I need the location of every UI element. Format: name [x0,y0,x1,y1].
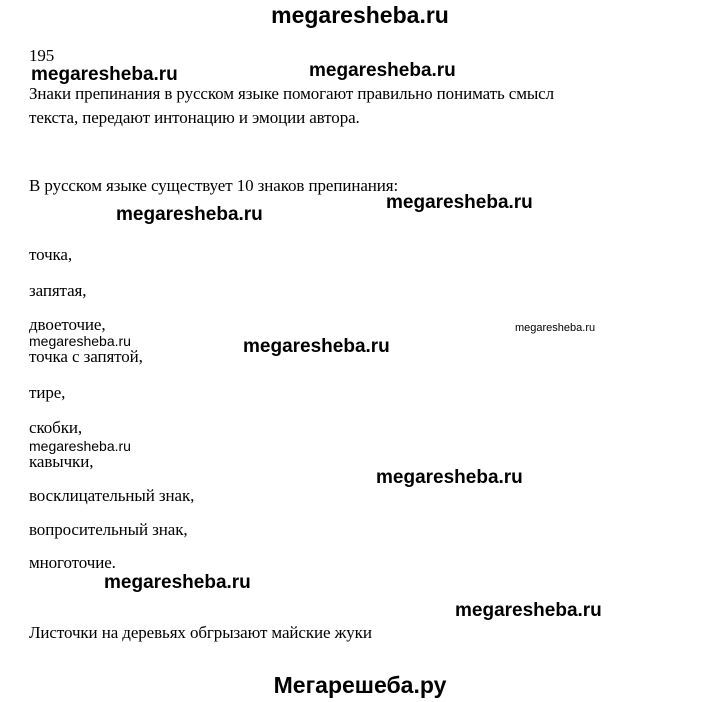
mark-item-7: кавычки, [29,452,94,471]
watermark-small: megaresheba.ru [29,333,131,349]
watermark: megaresheba.ru [116,204,263,225]
intro-line-2: текста, передают интонацию и эмоции автора. [29,108,360,127]
mark-item-2: запятая, [29,281,87,300]
watermark: megaresheba.ru [386,192,533,213]
mark-item-4: точка с запятой, [29,347,143,366]
footer-site-title: Мегарешеба.ру [273,672,447,698]
mark-item-3: двоеточие, [29,315,106,334]
intro-line-1: Знаки препинания в русском языке помогают правильно понимать смысл [29,84,555,103]
header-site-title: megaresheba.ru [271,2,449,28]
mark-item-1: точка, [29,245,73,264]
final-sentence: Листочки на деревьях обгрызают майские жуки [29,623,372,642]
watermark: megaresheba.ru [376,467,523,488]
mark-item-6: скобки, [29,418,82,437]
mark-item-10: многоточие. [29,553,116,572]
watermark: megaresheba.ru [309,60,456,81]
mark-item-8: восклицательный знак, [29,486,195,505]
mark-item-9: вопросительный знак, [29,520,188,539]
exercise-number: 195 [29,46,55,65]
watermark-tiny: megaresheba.ru [515,322,596,334]
mark-item-5: тире, [29,383,66,402]
watermark: megaresheba.ru [104,572,251,593]
watermark: megaresheba.ru [31,64,178,85]
count-sentence: В русском языке существует 10 знаков препинания: [29,176,399,195]
watermark: megaresheba.ru [243,336,390,357]
watermark-small: megaresheba.ru [29,438,131,454]
watermark: megaresheba.ru [455,600,602,621]
